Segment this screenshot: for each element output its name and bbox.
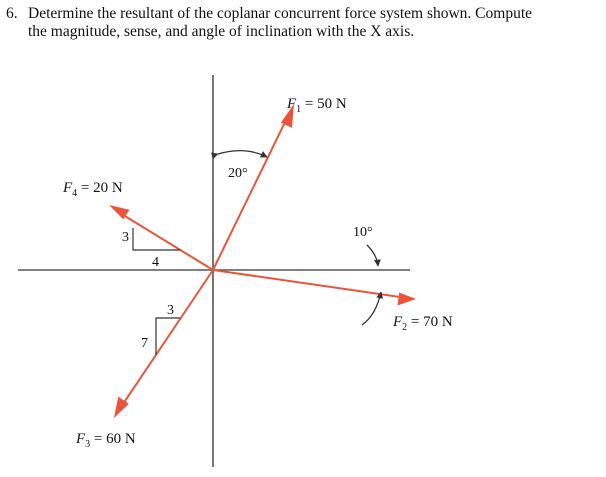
f4-slope-horizontal-label: 4 [152,255,159,270]
f3-label: $F_3 = 60$ N [76,431,136,450]
f1-angle-label: 20° [228,166,248,181]
problem-text-line-1: Determine the resultant of the coplanar concurrent force system shown. Compute [28,5,533,22]
f3-slope-vertical-label: 7 [141,336,148,351]
force-f3-line [121,270,213,407]
force-f2-arrowhead [398,293,417,306]
f4-slope-vertical-label: 3 [122,230,129,245]
f2-angle-label: 10° [353,225,373,240]
f1-angle-arc [218,151,267,157]
f2-label: $F_2 = 70$ N [393,314,453,333]
f4-slope-triangle [133,228,180,250]
f1-label: $F_1 = 50$ N [287,96,347,115]
force-f4-line [120,213,213,270]
force-f2-line [213,270,400,297]
problem-text-line-2: the magnitude, sense, and angle of inclination with the X axis. [28,23,415,40]
f2-angle-arc-bottom [362,292,381,325]
f2-angle-arc-top [367,245,378,266]
problem-number: 6. [6,5,18,22]
force-f1-line [213,116,288,270]
f4-label: $F_4 = 20$ N [63,180,123,199]
f3-slope-horizontal-label: 3 [167,303,174,318]
